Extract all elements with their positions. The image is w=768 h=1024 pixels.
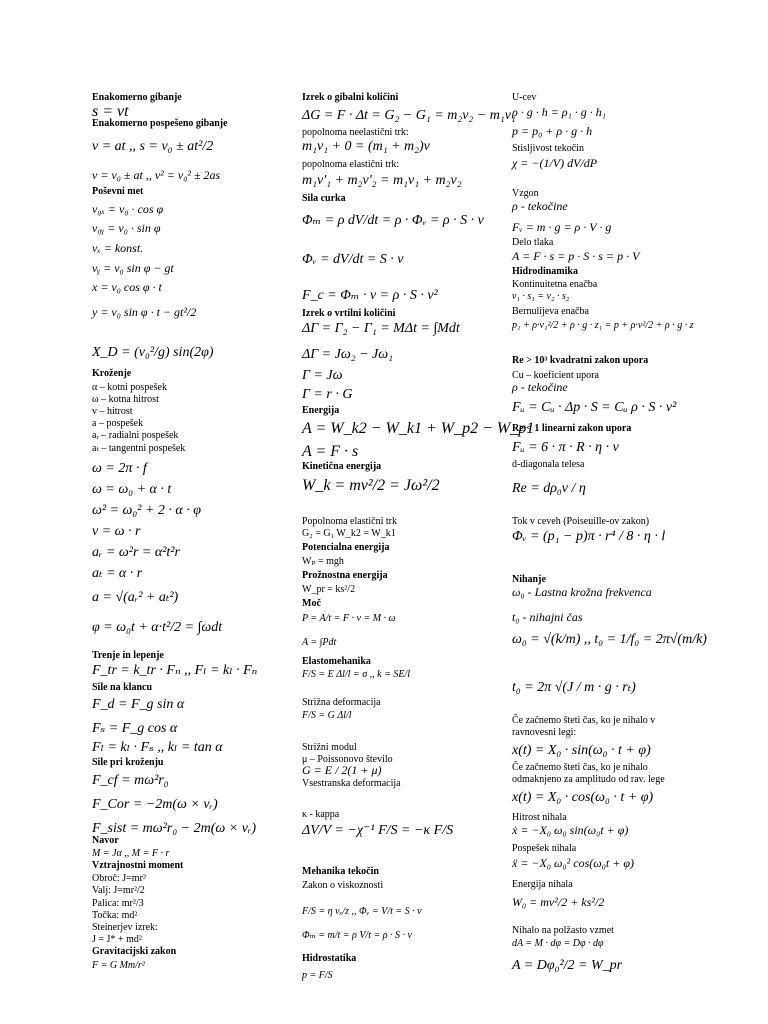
- note-text: α – kotni pospešek: [92, 382, 167, 393]
- note-text: Vsestranska deformacija: [302, 778, 401, 789]
- formula: x(t) = X₀ · cos(ω₀ · t + φ): [512, 790, 654, 805]
- note-text: W_pr = ks²/2: [302, 584, 356, 595]
- note-text: Nihalo na polžasto vzmet: [512, 925, 614, 936]
- section-heading: Potencialna energija: [302, 542, 390, 553]
- formula: ω₀ - Lastna krožna frekvenca: [512, 585, 652, 599]
- formula: F/S = η vₓ/z ,, Φᵥ = V/t = S · v: [302, 906, 422, 917]
- formula: Φₘ = m/t = ρ V/t = ρ · S · v: [302, 930, 412, 941]
- formula: Γ = r · G: [302, 387, 353, 402]
- formula: vᵧ = v₀ sin φ − gt: [92, 261, 174, 275]
- formula: ρ - tekočine: [512, 199, 568, 213]
- section-heading: Kroženje: [92, 368, 132, 379]
- note-text: Energija nihala: [512, 879, 573, 890]
- formula: F_cf = mω²r₀: [92, 773, 169, 788]
- formula: ΔG = F · Δt = G₂ − G₁ = m₂v₂ − m₁v₁: [302, 108, 516, 123]
- section-heading: Poševni met: [92, 186, 144, 197]
- note-text: J = J* + md²: [92, 934, 142, 945]
- note-text: aₜ – tangentni pospešek: [92, 443, 186, 454]
- formula: s = vt: [92, 103, 129, 120]
- note-text: Obroč: J=mr²: [92, 873, 146, 884]
- formula: W₀ = mv²/2 + ks²/2: [512, 895, 605, 909]
- note-text: μ – Poissonovo število: [302, 754, 393, 765]
- note-text: Popolnoma elastični trk: [302, 516, 397, 527]
- formula: v₁ · s₁ = v₂ · s₂: [512, 291, 570, 302]
- formula: M = Jα ,, M = F · r: [92, 848, 170, 859]
- formula: x(t) = X₀ · sin(ω₀ · t + φ): [512, 743, 651, 758]
- note-text: Valj: J=mr²/2: [92, 885, 145, 896]
- section-heading: Energija: [302, 405, 340, 416]
- formula: W_k = mv²/2 = Jω²/2: [302, 477, 440, 494]
- formula: vₓ = konst.: [92, 241, 144, 255]
- note-text: Kontinuitetna enačba: [512, 279, 598, 290]
- section-heading: Izrek o gibalni količini: [302, 92, 399, 103]
- section-heading: Gravitacijski zakon: [92, 946, 177, 957]
- formula: X_D = (v₀²/g) sin(2φ): [92, 345, 214, 360]
- formula: F/S = E Δl/l = σ ,, k = SE/l: [302, 669, 410, 680]
- formula: ω₀ = √(k/m) ,, t₀ = 1/f₀ = 2π√(m/k): [512, 632, 707, 647]
- formula: p = F/S: [302, 970, 333, 981]
- note-text: Bernulijeva enačba: [512, 306, 589, 317]
- section-heading: Mehanika tekočin: [302, 866, 379, 877]
- formula: p₁ + ρ·v₁²/2 + ρ · g · z₁ = p + ρ·v²/2 + ρ · g · z: [512, 320, 694, 331]
- section-heading: Moč: [302, 598, 321, 609]
- section-heading: Nihanje: [512, 574, 546, 585]
- note-text: odmaknjeno za amplitudo od rav. lege: [512, 774, 665, 785]
- note-text: Strižni modul: [302, 742, 357, 753]
- note-text: Hitrost nihala: [512, 812, 567, 823]
- section-heading: Trenje in lepenje: [92, 650, 164, 661]
- section-heading: Hidrostatika: [302, 953, 357, 964]
- note-text: κ - kappa: [302, 809, 340, 820]
- formula: F_tr = k_tr · Fₙ ,, Fₗ = kₗ · Fₙ: [92, 663, 258, 678]
- section-heading: Hidrodinamika: [512, 266, 578, 277]
- formula: ω = ω₀ + α · t: [92, 482, 172, 497]
- formula: v = at ,, s = v₀ ± at²/2: [92, 139, 214, 154]
- note-text: Strižna deformacija: [302, 697, 381, 708]
- note-text: Wₚ = mgh: [302, 556, 344, 567]
- formula: Re = dρ₀v / η: [512, 481, 586, 496]
- formula: F_sist = mω²r₀ − 2m(ω × vᵣ): [92, 821, 257, 836]
- formula: G = E / 2(1 + μ): [302, 763, 382, 777]
- formula: ΔΓ = Γ₂ − Γ₁ = MΔt = ∫Mdt: [302, 321, 460, 336]
- formula: F_d = F_g sin α: [92, 697, 185, 712]
- formula: y = v₀ sin φ · t − gt²/2: [92, 305, 197, 319]
- section-heading: Kinetična energija: [302, 461, 382, 472]
- note-text: Tok v ceveh (Poiseuille-ov zakon): [512, 516, 650, 527]
- note-text: Če začnemo šteti čas, ko je nihalo v: [512, 715, 656, 726]
- section-heading: Re < 1 linearni zakon upora: [512, 423, 632, 434]
- note-text: popolnoma elastični trk:: [302, 159, 400, 170]
- note-text: Vzgon: [512, 188, 539, 199]
- formula: a = √(aᵣ² + aₜ²): [92, 590, 179, 605]
- section-heading: Navor: [92, 835, 119, 846]
- formula: A = ∫Pdt: [302, 637, 337, 648]
- note-text: Steinerjev izrek:: [92, 922, 158, 933]
- formula: ΔV/V = −χ⁻¹ F/S = −κ F/S: [302, 823, 454, 838]
- section-heading: Izrek o vrtilni količini: [302, 308, 396, 319]
- formula: v₀ₓ = v₀ · cos φ: [92, 202, 164, 216]
- note-text: ravnovesni legi:: [512, 727, 577, 738]
- note-text: G₂ = G₁ W_k2 = W_k1: [302, 528, 396, 539]
- formula: Fₛ = F_g cos α: [92, 721, 178, 736]
- formula: A = F · s: [302, 443, 359, 460]
- section-heading: Sile pri kroženju: [92, 757, 164, 768]
- formula: m₁v₁ + 0 = (m₁ + m₂)v: [302, 139, 430, 154]
- formula: ω = 2π · f: [92, 461, 147, 476]
- formula: ẋ = −X₀ ω₀ sin(ω₀t + φ): [512, 823, 629, 837]
- formula: φ = ω₀t + α·t²/2 = ∫ωdt: [92, 620, 223, 635]
- formula: χ = −(1/V) dV/dP: [512, 156, 598, 170]
- formula: F_c = Φₘ · v = ρ · S · v²: [302, 288, 438, 303]
- formula: ρ - tekočine: [512, 380, 568, 394]
- note-text: Točka: md²: [92, 910, 138, 921]
- note-text: Delo tlaka: [512, 237, 554, 248]
- formula: P = A/t = F · v = M · ω: [302, 613, 396, 624]
- formula: dA = M · dφ = Dφ · dφ: [512, 938, 604, 949]
- section-heading: Sile na klancu: [92, 682, 153, 693]
- formula: ω² = ω₀² + 2 · α · φ: [92, 503, 202, 518]
- section-heading: Sila curka: [302, 193, 346, 204]
- note-text: v – hitrost: [92, 406, 133, 417]
- formula: ẍ = −X₀ ω₀² cos(ω₀t + φ): [512, 856, 634, 870]
- note-text: Zakon o viskoznosti: [302, 880, 384, 891]
- formula: F = G Mm/r²: [92, 960, 145, 971]
- formula: Fᵤ = Cᵤ · Δp · S = Cᵤ ρ · S · v²: [512, 400, 677, 415]
- note-text: Pospešek nihala: [512, 843, 577, 854]
- formula: v₀ᵧ = v₀ · sin φ: [92, 221, 161, 235]
- note-text: Palica: mr²/3: [92, 898, 144, 909]
- note-text: Stisljivost tekočin: [512, 143, 584, 154]
- formula: p = p₀ + ρ · g · h: [512, 124, 593, 138]
- note-text: Če začnemo šteti čas, ko je nihalo: [512, 762, 648, 773]
- section-heading: Re > 10³ kvadratni zakon upora: [512, 355, 649, 366]
- section-heading: Elastomehanika: [302, 656, 371, 667]
- note-text: d-diagonala telesa: [512, 459, 585, 470]
- section-heading: Enakomerno gibanje: [92, 92, 182, 103]
- note-text: Cu – koeficient upora: [512, 370, 599, 381]
- formula: A = F · s = p · S · s = p · V: [512, 249, 640, 263]
- formula: A = W_k2 − W_k1 + W_p2 − W_p1: [302, 420, 535, 437]
- note-text: U-cev: [512, 92, 537, 103]
- section-heading: Enakomerno pospešeno gibanje: [92, 118, 228, 129]
- note-text: popolnoma neelastični trk:: [302, 127, 409, 138]
- formula: A = Dφ₀²/2 = W_pr: [512, 958, 623, 973]
- note-text: a – pospešek: [92, 418, 144, 429]
- formula: v = v₀ ± at ,, v² = v₀² ± 2as: [92, 168, 221, 182]
- formula: Fᵤ = 6 · π · R · η · v: [512, 440, 619, 455]
- formula: t₀ - nihajni čas: [512, 610, 583, 624]
- formula: x = v₀ cos φ · t: [92, 280, 162, 294]
- section-heading: Vztrajnostni moment: [92, 860, 184, 871]
- formula: Φᵥ = (p₁ − p)π · r⁴ / 8 · η · l: [512, 529, 666, 544]
- formula: Fₗ = kₗ · Fₛ ,, kₗ = tan α: [92, 740, 223, 755]
- formula: F/S = G Δl/l: [302, 710, 352, 721]
- formula: F_Cor = −2m(ω × vᵣ): [92, 797, 218, 812]
- formula: Γ = Jω: [302, 368, 343, 383]
- formula: Fᵥ = m · g = ρ · V · g: [512, 220, 612, 234]
- formula: t₀ = 2π √(J / m · g · rₜ): [512, 680, 636, 695]
- formula: aₜ = α · r: [92, 566, 143, 581]
- note-text: ω – kotna hitrost: [92, 394, 159, 405]
- formula: ΔΓ = Jω₂ − Jω₁: [302, 347, 394, 362]
- section-heading: Prožnostna energija: [302, 570, 388, 581]
- formula: m₁v'₁ + m₂v'₂ = m₁v₁ + m₂v₂: [302, 173, 462, 188]
- note-text: aᵣ – radialni pospešek: [92, 430, 179, 441]
- formula: ρ · g · h = ρ₁ · g · h₁: [512, 105, 606, 119]
- formula: aᵣ = ω²r = α²t²r: [92, 545, 180, 560]
- formula: Φₘ = ρ dV/dt = ρ · Φᵥ = ρ · S · v: [302, 213, 484, 228]
- formula: Φᵥ = dV/dt = S · v: [302, 252, 404, 267]
- formula: v = ω · r: [92, 524, 141, 539]
